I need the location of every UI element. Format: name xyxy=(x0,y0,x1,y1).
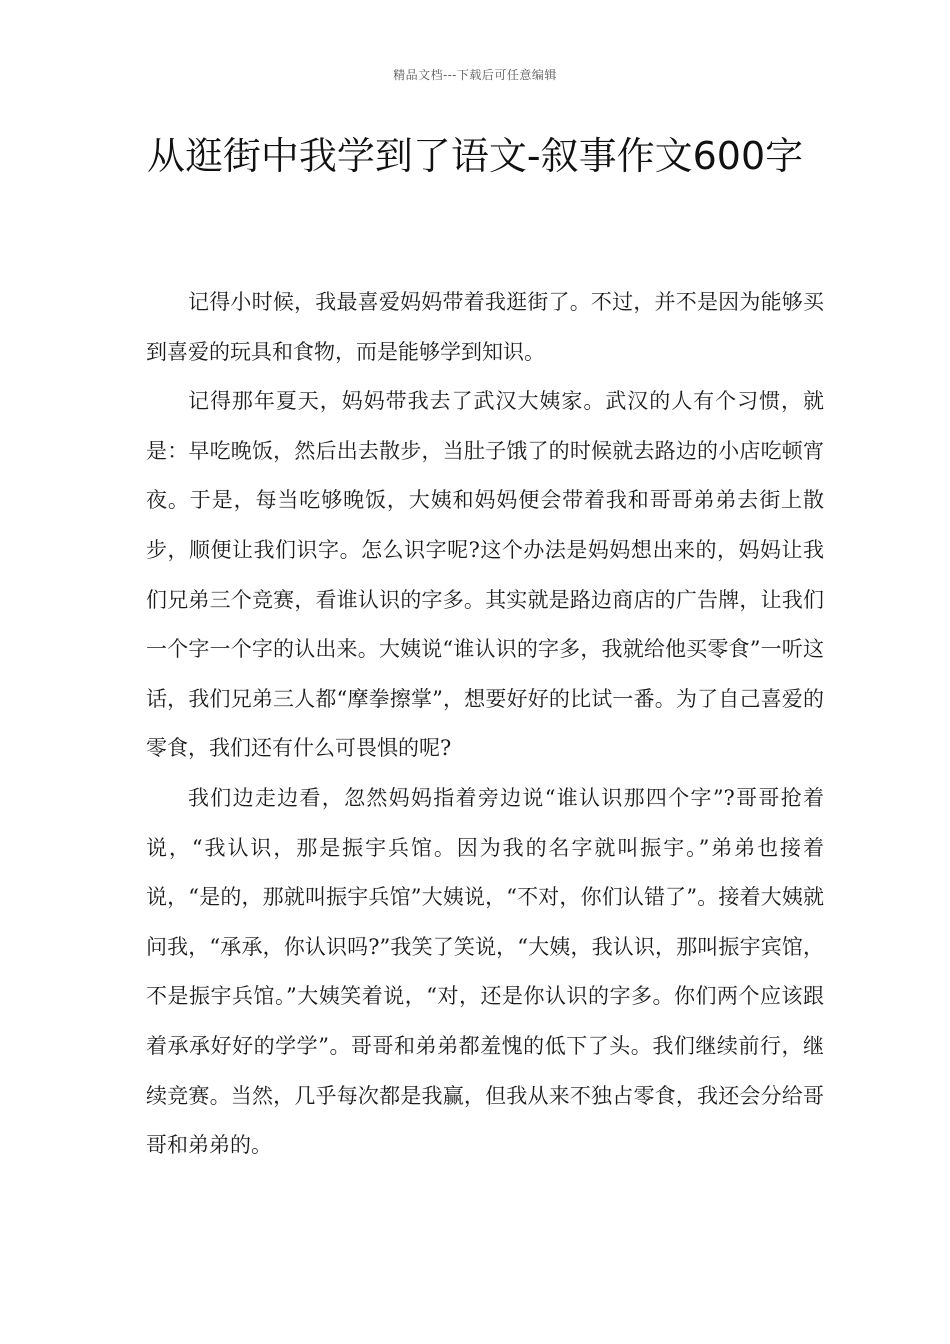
header-note: 精品文档---下载后可任意编辑 xyxy=(393,68,557,82)
paragraph-2: 记得那年夏天，妈妈带我去了武汉大姨家。武汉的人有个习惯，就是：早吃晚饭，然后出去散步，当肚子饿了的时候就去路边的小店吃顿宵夜。于是，每当吃够晚饭，大姨和妈妈便会带着我和哥哥弟弟去街上散步，顺便让我们识字。怎么识字呢?这个办法是妈妈想出来的，妈妈让我们兄弟三个竞赛，看谁认识的字多。其实就是路边商店的广告牌，让我们一个字一个字的认出来。大姨说“谁认识的字多，我就给他买零食”一听这话，我们兄弟三人都“摩拳擦掌”，想要好好的比试一番。为了自己喜爱的零食，我们还有什么可畏惧的呢? xyxy=(146,389,824,761)
document-body xyxy=(146,278,824,1171)
paragraph-1: 记得小时候，我最喜爱妈妈带着我逛街了。不过，并不是因为能够买到喜爱的玩具和食物，而是能够学到知识。 xyxy=(146,290,824,364)
paragraph-3: 我们边走边看，忽然妈妈指着旁边说“谁认识那四个字”?哥哥抢着说，“我认识，那是振宇兵馆。因为我的名字就叫振宇。”弟弟也接着说，“是的，那就叫振宇兵馆”大姨说，“不对，你们认错了”。接着大姨就问我，“承承，你认识吗?”我笑了笑说，“大姨，我认识，那叫振宇宾馆，不是振宇兵馆。”大姨笑着说，“对，还是你认识的字多。你们两个应该跟着承承好好的学学”。哥哥和弟弟都羞愧的低下了头。我们继续前行，继续竞赛。当然，几乎每次都是我赢，但我从来不独占零食，我还会分给哥哥和弟弟的。 xyxy=(146,785,824,1158)
document-title: 从逛街中我学到了语文-叙事作文600字 xyxy=(146,134,804,178)
